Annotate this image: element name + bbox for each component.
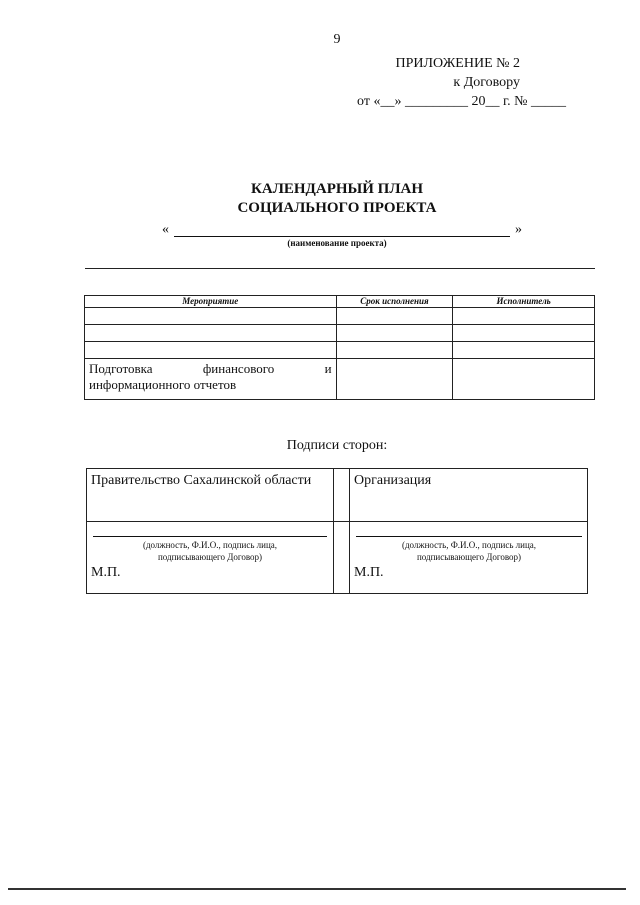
- appendix-contract-ref: к Договору: [453, 75, 520, 90]
- activity-line-2: информационного отчетов: [89, 377, 237, 392]
- signature-caption: [350, 539, 588, 563]
- project-open-quote: «: [162, 222, 169, 237]
- header-activity: Мероприятие: [85, 296, 337, 308]
- page-number: 9: [333, 32, 341, 47]
- table-header-row: [85, 296, 595, 308]
- stamp-place: М.П.: [354, 565, 384, 580]
- project-name-underline: [174, 236, 510, 237]
- column-gap: [333, 469, 350, 593]
- title-line-1: КАЛЕНДАРНЫЙ ПЛАН: [250, 181, 424, 197]
- table-cell: [453, 342, 595, 359]
- party-name-government: Правительство Сахалинской области: [91, 473, 312, 488]
- header-executor: Исполнитель: [453, 296, 595, 308]
- signature-caption-line-1: (должность, Ф.И.О., подпись лица,: [142, 540, 278, 550]
- project-name-caption: (наименование проекта): [287, 238, 387, 248]
- table-row: [85, 342, 595, 359]
- signature-caption: [87, 539, 333, 563]
- activity-word: финансового: [202, 361, 275, 376]
- table-cell: [336, 308, 453, 325]
- table-cell: [453, 359, 595, 400]
- table-cell: [85, 342, 337, 359]
- row-divider: [350, 521, 588, 522]
- separator-line: [85, 268, 595, 269]
- project-close-quote: »: [515, 222, 522, 237]
- signature-caption-line-2: подписывающего Договор): [157, 552, 263, 562]
- appendix-contract-date: от «__» _________ 20__ г. № _____: [357, 94, 566, 109]
- signature-line: [356, 536, 582, 537]
- table-row: [85, 308, 595, 325]
- party-name-organization: Организация: [354, 473, 432, 488]
- header-deadline: Срок исполнения: [336, 296, 453, 308]
- signature-block-organization: [349, 469, 588, 593]
- activity-reporting-cell: [85, 359, 337, 400]
- table-cell: [85, 325, 337, 342]
- row-divider: [334, 521, 350, 522]
- table-cell: [336, 325, 453, 342]
- signature-block-government: [87, 469, 333, 593]
- table-cell: [336, 342, 453, 359]
- signatures-title: Подписи сторон:: [286, 438, 388, 453]
- table-cell: [85, 308, 337, 325]
- signatures-table: [86, 468, 588, 594]
- appendix-title: ПРИЛОЖЕНИЕ № 2: [395, 56, 520, 71]
- signature-caption-line-2: подписывающего Договор): [416, 552, 522, 562]
- activity-line-1: [89, 361, 332, 377]
- signature-caption-line-1: (должность, Ф.И.О., подпись лица,: [401, 540, 537, 550]
- activity-word: Подготовка: [89, 361, 153, 376]
- document-title: [0, 180, 640, 218]
- table-row: [85, 325, 595, 342]
- page-bottom-rule: [8, 888, 626, 890]
- table-cell: [336, 359, 453, 400]
- appendix-header: [357, 54, 566, 111]
- table-row-reporting: [85, 359, 595, 400]
- calendar-plan-table: [84, 295, 595, 400]
- signature-line: [93, 536, 327, 537]
- table-cell: [453, 308, 595, 325]
- stamp-place: М.П.: [91, 565, 121, 580]
- title-line-2: СОЦИАЛЬНОГО ПРОЕКТА: [237, 200, 437, 216]
- row-divider: [87, 521, 333, 522]
- table-cell: [453, 325, 595, 342]
- activity-word: и: [324, 361, 332, 376]
